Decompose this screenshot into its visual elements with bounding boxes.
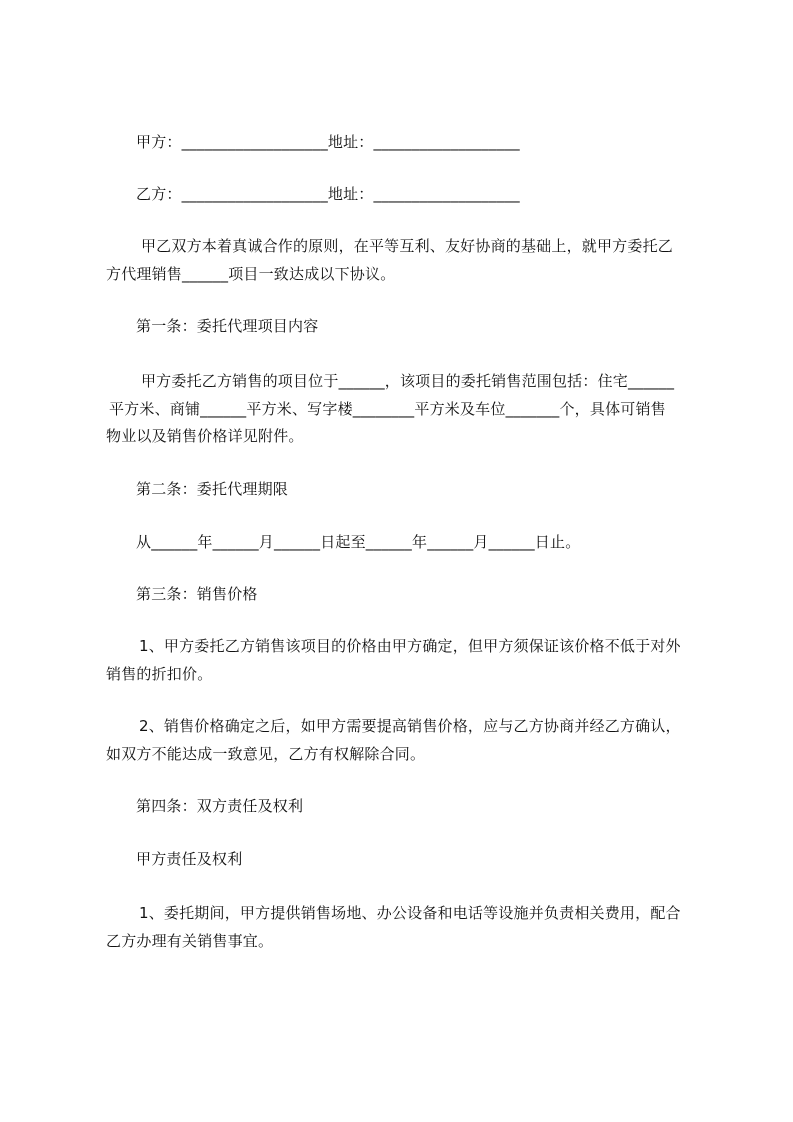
article-3-item-1-line-1: 1、甲方委托乙方销售该项目的价格由甲方确定，但甲方须保证该价格不低于对外 [134,637,681,655]
article-2-body: 从______年______月______日起至______年______月______日止。 [136,533,581,551]
article-2-title: 第二条：委托代理期限 [136,480,289,498]
article-3-item-2-line-1: 2、销售价格确定之后，如甲方需要提高销售价格，应与乙方协商并经乙方确认， [134,717,681,735]
article-1-line-1: 甲方委托乙方销售的项目位于______，该项目的委托销售范围包括：住宅______ [136,372,675,390]
article-4-title: 第四条：双方责任及权利 [136,797,304,815]
party-a-item-1-line-2: 乙方办理有关销售事宜。 [106,932,274,950]
article-1-line-3: 物业以及销售价格详见附件。 [106,427,304,445]
article-3-title: 第三条：销售价格 [136,585,258,603]
preamble-line-2: 方代理销售______项目一致达成以下协议。 [106,265,396,283]
party-b-line: 乙方：___________________地址：___________________ [136,185,520,203]
article-3-item-2-line-2: 如双方不能达成一致意见，乙方有权解除合同。 [106,745,426,763]
party-a-item-1-line-1: 1、委托期间，甲方提供销售场地、办公设备和电话等设施并负责相关费用，配合 [134,904,681,922]
article-3-item-1-line-2: 销售的折扣价。 [106,665,213,683]
article-1-title: 第一条：委托代理项目内容 [136,317,319,335]
party-a-rights-title: 甲方责任及权利 [136,850,243,868]
preamble-line-1: 甲乙双方本着真诚合作的原则，在平等互利、友好协商的基础上，就甲方委托乙 [136,237,673,255]
party-a-line: 甲方：___________________地址：___________________ [136,133,520,151]
article-1-line-2: 平方米、商铺______平方米、写字楼________平方米及车位_______个，具体可销售 [104,400,666,418]
